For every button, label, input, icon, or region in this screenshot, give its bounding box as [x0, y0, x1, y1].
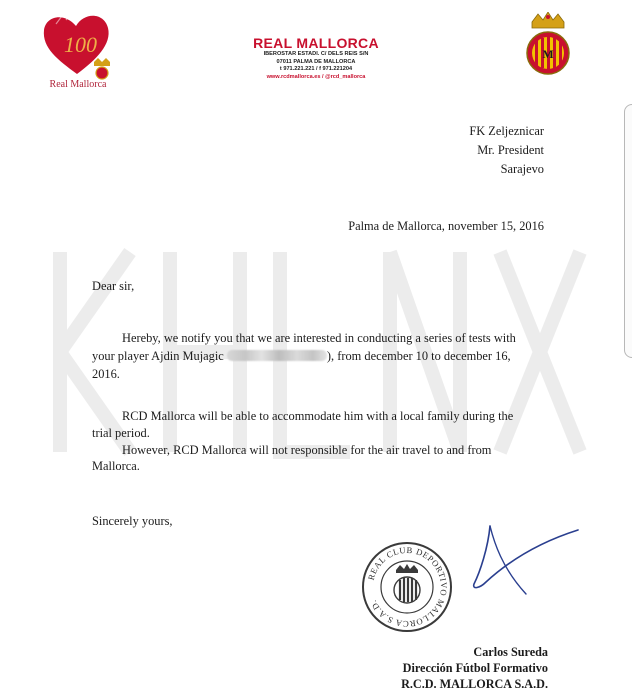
closing: Sincerely yours,: [92, 514, 173, 528]
paragraph-2-line-2: trial period.: [92, 426, 150, 440]
signatory-name: Carlos Sureda: [473, 645, 548, 659]
paragraph-1-line-1: Hereby, we notify you that we are interested in conducting a series of tests with: [122, 331, 516, 345]
phone-fax: t 971.221.221 / f 971.221204: [279, 66, 353, 72]
page-edge-scroll: [624, 104, 632, 358]
recipient-line-3: Sarajevo: [500, 162, 544, 176]
signatory-organization: R.C.D. MALLORCA S.A.D.: [401, 677, 548, 691]
anniversary-logo: [38, 8, 116, 94]
club-name: REAL MALLORCA: [253, 35, 379, 51]
website-social: www.rcdmallorca.es / @rcd_mallorca: [266, 73, 366, 80]
paragraph-1-line-2: [92, 348, 511, 364]
paragraph-2-line-4: Mallorca.: [92, 459, 140, 473]
recipient-line-1: FK Zeljeznicar: [469, 124, 544, 138]
svg-text:M: M: [542, 47, 554, 61]
redacted-blur: [227, 350, 327, 361]
paragraph-2-line-3: However, RCD Mallorca will not responsible for the air travel to and from: [122, 443, 492, 457]
heart-100-icon: [38, 8, 116, 80]
svg-text:REAL CLUB DEPORTIVO MALLORCA S: REAL CLUB DEPORTIVO MALLORCA S.A.D.: [365, 544, 450, 630]
recipient-line-2: Mr. President: [477, 143, 544, 157]
address-line-2: 07011 PALMA DE MALLORCA: [276, 58, 356, 65]
rcd-mallorca-crest-icon: [526, 12, 570, 80]
address-line-1: IBEROSTAR ESTADI. C/ DELS REIS S/N: [263, 51, 369, 57]
svg-text:100: 100: [64, 32, 97, 57]
signatory-title: Dirección Fútbol Formativo: [402, 661, 548, 675]
paragraph-2-line-1: RCD Mallorca will be able to accommodate him with a local family during the: [122, 409, 514, 423]
player-text: your player Ajdin Mujagic: [92, 349, 227, 363]
date-line: Palma de Mallorca, november 15, 2016: [348, 219, 544, 233]
salutation: Dear sir,: [92, 279, 135, 293]
handwritten-signature-icon: [430, 520, 580, 600]
letterhead: [232, 36, 400, 81]
dates-text: ), from december 10 to december 16,: [326, 349, 511, 363]
paragraph-1-line-3: 2016.: [92, 367, 120, 381]
logo-brand-name: Real Mallorca: [49, 79, 107, 90]
